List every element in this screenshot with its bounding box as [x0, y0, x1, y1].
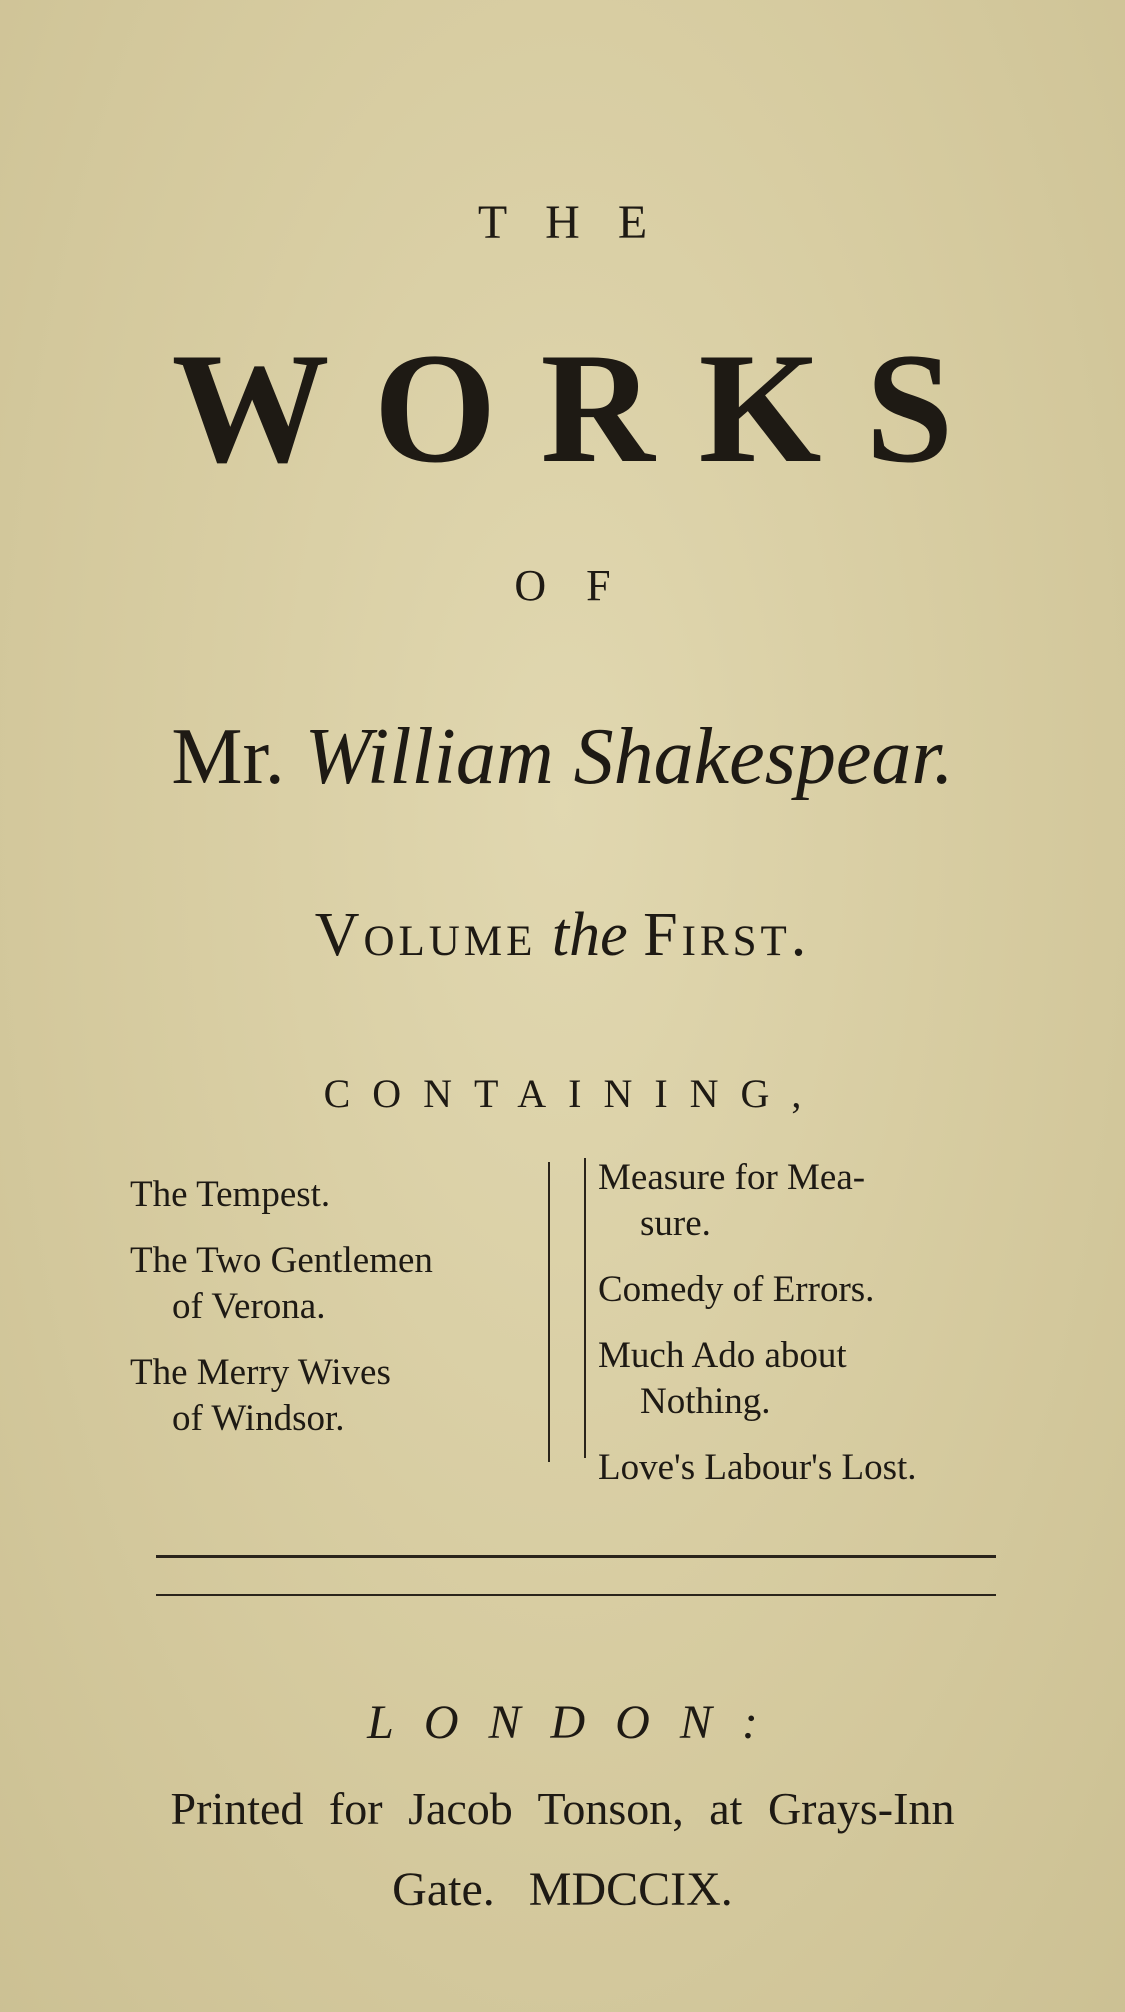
contents-entry-line: The Tempest. [130, 1174, 331, 1215]
contents-right-column [598, 1155, 1018, 1511]
volume-the: the [551, 901, 628, 969]
horizontal-rule-bottom [156, 1594, 996, 1596]
horizontal-rule-top [156, 1555, 996, 1558]
contents-entry [598, 1445, 1018, 1491]
imprint-line-2: Gate. MDCCIX. [392, 1863, 733, 1916]
contents-entry-line: Comedy of Errors. [598, 1269, 875, 1310]
volume-ordinal: First. [643, 901, 811, 969]
imprint-city: LONDON: [367, 1696, 788, 1749]
contents-entry [130, 1350, 550, 1442]
contents-entry [130, 1172, 550, 1218]
contents-left-column [130, 1172, 550, 1462]
author-line [0, 712, 1125, 803]
contents-entry [598, 1155, 1018, 1247]
contents-entry-line: Love's Labour's Lost. [598, 1447, 917, 1488]
contents-entry [598, 1333, 1018, 1425]
heading-the: THE [477, 196, 686, 249]
contents-entry-continuation: sure. [640, 1203, 711, 1244]
heading-works: WORKS [171, 321, 998, 496]
contents-entry-continuation: Nothing. [640, 1381, 771, 1422]
imprint-line-1: Printed for Jacob Tonson, at Grays-Inn [170, 1783, 955, 1834]
containing-label: CONTAINING, [323, 1071, 824, 1116]
contents-entry-line: Much Ado about [598, 1335, 847, 1376]
column-divider-right [584, 1158, 586, 1458]
author-prefix: Mr. [171, 713, 285, 801]
author-name: William Shakespear. [304, 713, 954, 801]
contents-entry-line: The Two Gentlemen [130, 1240, 433, 1281]
contents-entry-continuation: of Verona. [172, 1286, 326, 1327]
contents-entry-line: The Merry Wives [130, 1352, 391, 1393]
contents-entry-line: Measure for Mea- [598, 1157, 866, 1198]
heading-of: OF [514, 561, 651, 610]
contents-entry-continuation: of Windsor. [172, 1398, 345, 1439]
volume-word: Volume [314, 901, 537, 969]
volume-line [0, 900, 1125, 971]
column-divider-left [548, 1162, 550, 1462]
contents-entry [130, 1238, 550, 1330]
contents-entry [598, 1267, 1018, 1313]
